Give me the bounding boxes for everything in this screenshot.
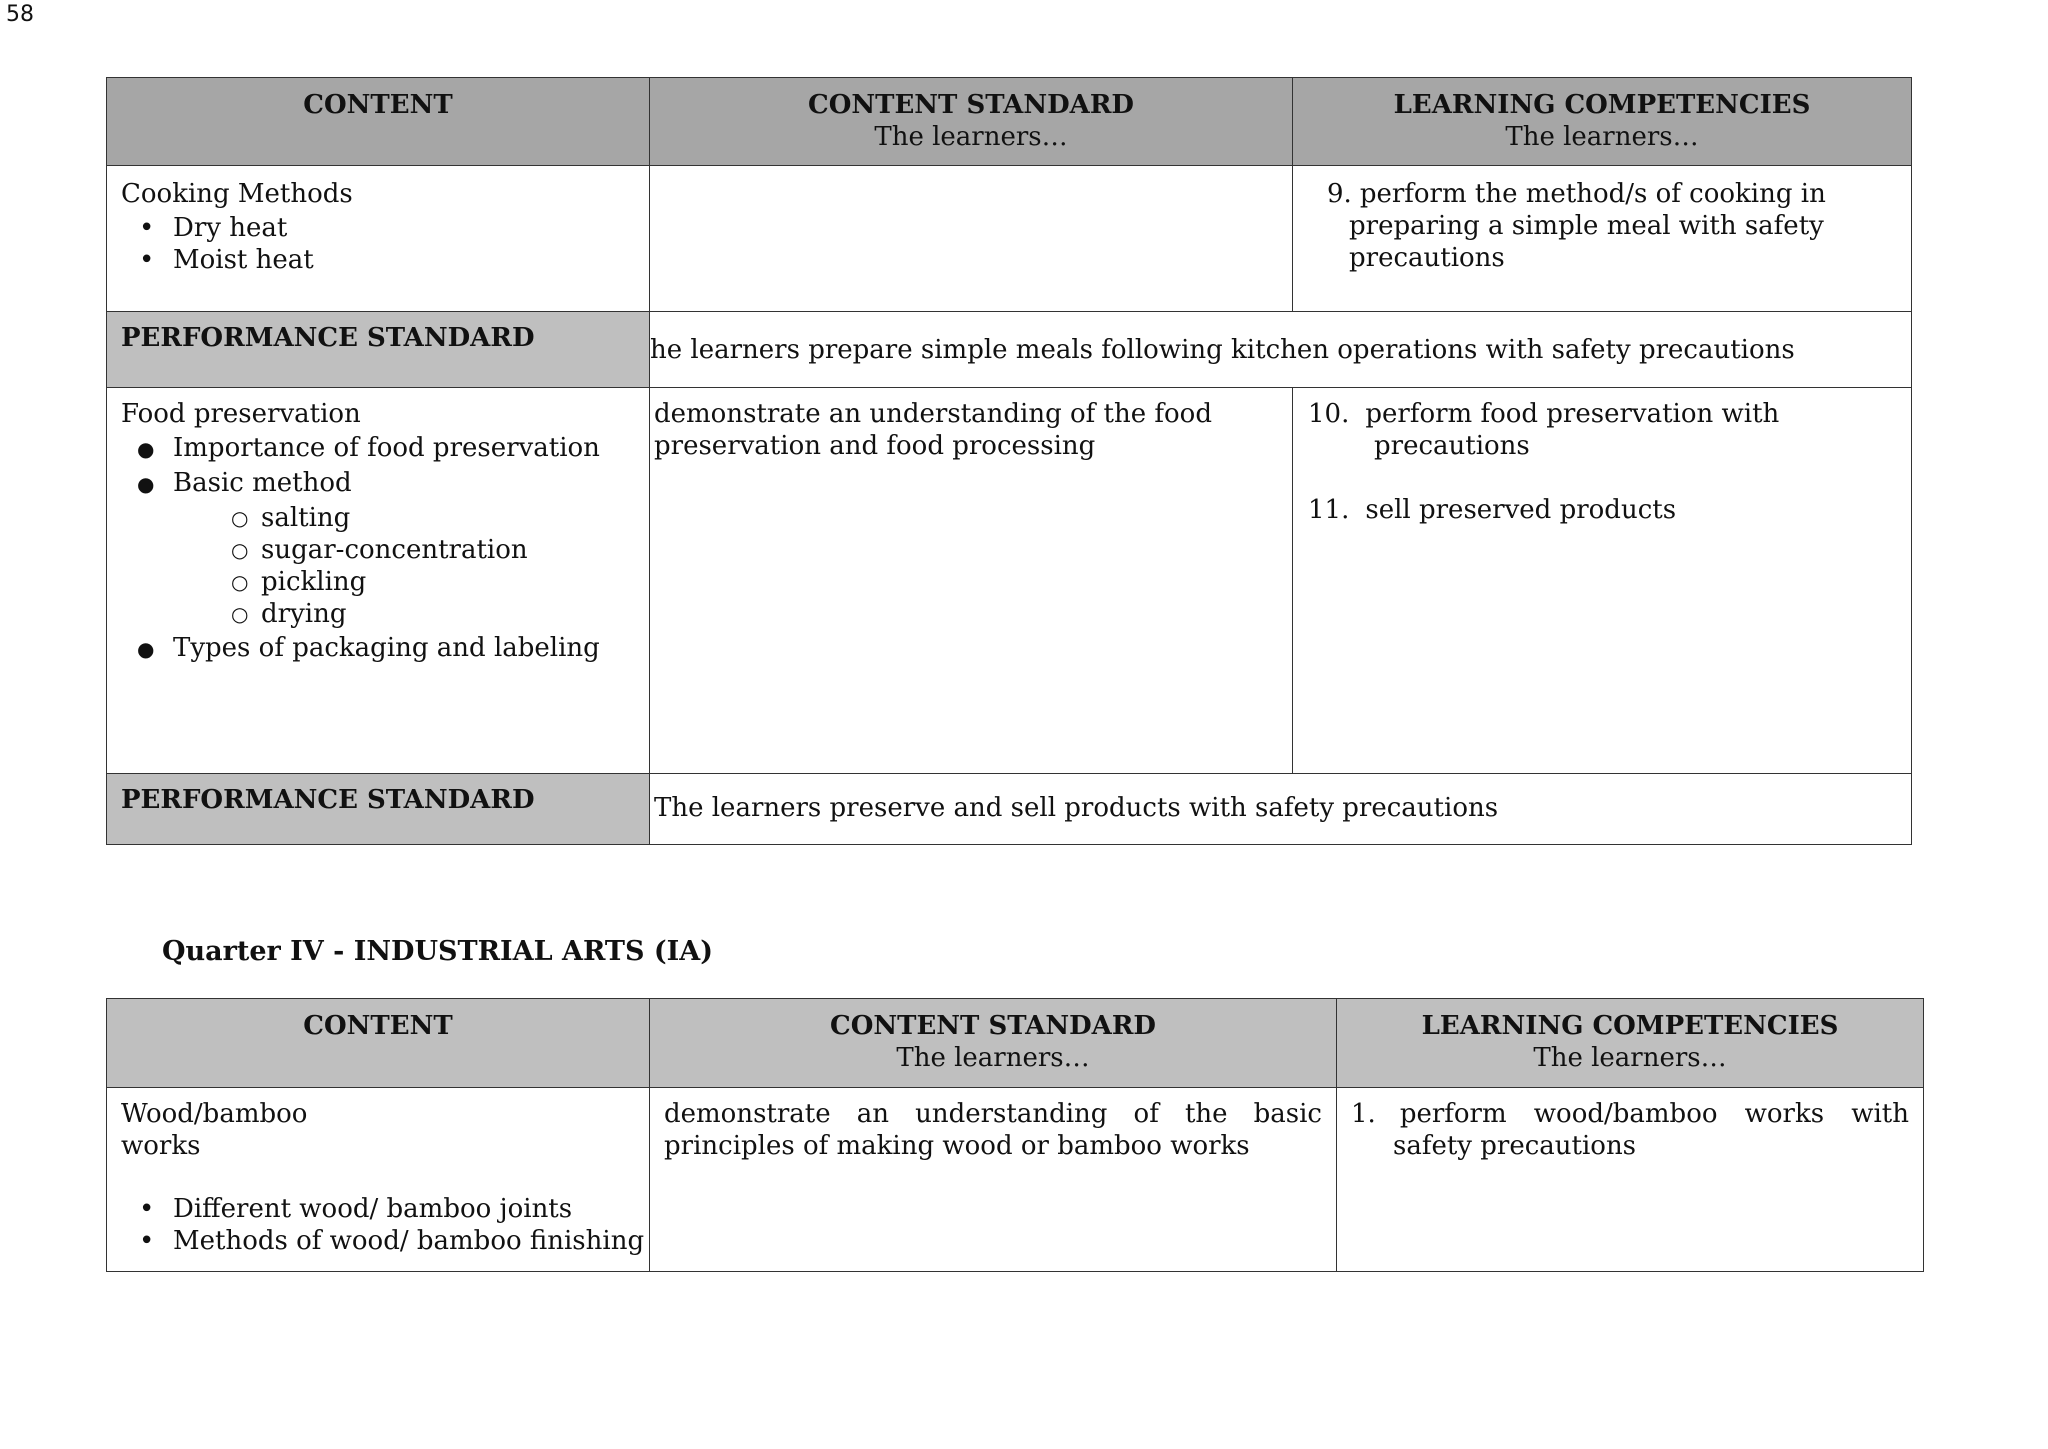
page-number: 58 <box>6 2 34 27</box>
header-learning-competencies <box>1293 78 1912 166</box>
header-content-standard-label: CONTENT STANDARD <box>830 1011 1156 1041</box>
competency-number: 11. <box>1308 495 1350 525</box>
list-item-label: Basic method <box>173 468 352 498</box>
competency-number: 1. <box>1351 1099 1376 1129</box>
list-item: • Methods of wood/ bamboo finishing <box>121 1225 635 1257</box>
header-learning-competencies-sub: The learners… <box>1505 122 1699 152</box>
sub-list-item: ○ salting <box>121 502 635 534</box>
list-item: • Different wood/ bamboo joints <box>121 1193 635 1225</box>
table-header-row <box>107 78 1912 166</box>
content-title: Food preservation <box>121 399 361 429</box>
performance-standard-label: PERFORMANCE STANDARD <box>107 312 650 388</box>
standard-line: preservation and food processing <box>654 431 1096 461</box>
competency-line: precautions <box>1374 431 1530 461</box>
competency-cell <box>1293 388 1912 774</box>
content-cell <box>107 166 650 312</box>
competency-item <box>1308 398 1897 430</box>
standard-line: demonstrate an understanding of the basic <box>664 1099 1322 1129</box>
table-header-row <box>107 999 1924 1088</box>
sub-list <box>121 502 635 630</box>
content-cell <box>107 1088 650 1272</box>
curriculum-table-ia <box>106 998 1924 1272</box>
table-row <box>107 388 1912 774</box>
competency-line: perform food preservation with <box>1365 399 1780 429</box>
header-content-standard <box>650 78 1293 166</box>
performance-standard-text: he learners prepare simple meals following kitchen operations with safety precautions <box>650 312 1912 388</box>
competency-line: perform the method/s of cooking in <box>1359 179 1826 209</box>
competency-line: safety precautions <box>1393 1131 1637 1161</box>
list-item: ● Importance of food preservation <box>121 432 635 464</box>
header-content-standard <box>650 999 1337 1088</box>
table-row <box>107 1088 1924 1272</box>
list-item <box>121 467 635 499</box>
header-learning-competencies-label: LEARNING COMPETENCIES <box>1421 1011 1839 1041</box>
performance-standard-label: PERFORMANCE STANDARD <box>107 774 650 845</box>
header-learning-competencies-sub: The learners… <box>1533 1043 1727 1073</box>
header-content-standard-sub: The learners… <box>896 1043 1090 1073</box>
content-cell <box>107 388 650 774</box>
section-title: Quarter IV - INDUSTRIAL ARTS (IA) <box>162 936 714 967</box>
header-content <box>107 78 650 166</box>
competency-item <box>1327 178 1897 210</box>
competency-cell <box>1293 166 1912 312</box>
sub-list-item: ○ sugar-concentration <box>121 534 635 566</box>
header-content-standard-sub: The learners… <box>874 122 1068 152</box>
competency-cell <box>1337 1088 1924 1272</box>
content-standard-cell <box>650 1088 1337 1272</box>
standard-line: demonstrate an understanding of the food <box>654 399 1212 429</box>
list-item: • Moist heat <box>121 244 635 276</box>
sub-list-item: ○ drying <box>121 598 635 630</box>
competency-line: sell preserved products <box>1365 495 1677 525</box>
table-row <box>107 166 1912 312</box>
list-item: ● Types of packaging and labeling <box>121 632 635 664</box>
content-title: Cooking Methods <box>121 179 353 209</box>
content-list <box>121 1193 645 1257</box>
content-list <box>121 212 635 276</box>
content-list <box>121 632 635 664</box>
curriculum-table-he <box>106 77 1912 845</box>
content-standard-cell <box>650 388 1293 774</box>
competency-line: perform wood/bamboo works with <box>1399 1099 1909 1129</box>
competency-line: precautions <box>1349 243 1505 273</box>
header-content-standard-label: CONTENT STANDARD <box>808 90 1134 120</box>
competency-number: 10. <box>1308 399 1350 429</box>
performance-standard-text: The learners preserve and sell products with safety precautions <box>650 774 1912 845</box>
list-item: • Dry heat <box>121 212 635 244</box>
header-content <box>107 999 650 1088</box>
competency-item <box>1308 494 1897 526</box>
header-learning-competencies-label: LEARNING COMPETENCIES <box>1393 90 1811 120</box>
header-content-label: CONTENT <box>303 90 453 120</box>
content-line: Wood/bamboo <box>121 1099 308 1129</box>
competency-item <box>1351 1098 1909 1130</box>
standard-line: principles of making wood or bamboo works <box>664 1131 1250 1161</box>
content-list <box>121 432 635 499</box>
header-learning-competencies <box>1337 999 1924 1088</box>
competency-line: preparing a simple meal with safety <box>1349 211 1824 241</box>
performance-standard-row <box>107 774 1912 845</box>
performance-standard-row <box>107 312 1912 388</box>
content-standard-cell <box>650 166 1293 312</box>
competency-number: 9. <box>1327 179 1352 209</box>
header-content-label: CONTENT <box>303 1011 453 1041</box>
content-line: works <box>121 1131 201 1161</box>
sub-list-item: ○ pickling <box>121 566 635 598</box>
